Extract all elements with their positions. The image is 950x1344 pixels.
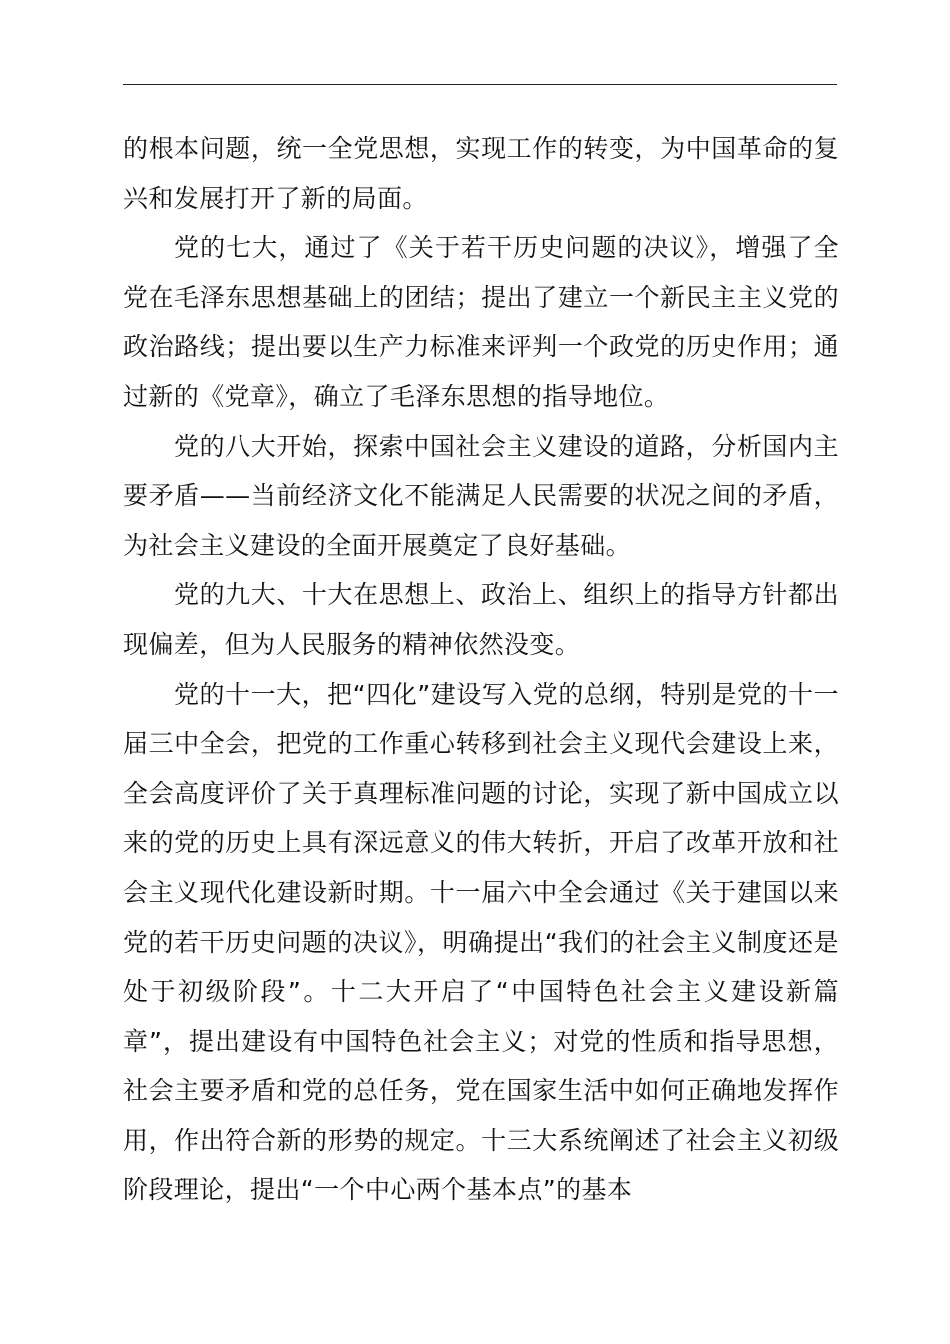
- document-body: [123, 124, 839, 1215]
- paragraph-2: 党的七大，通过了《关于若干历史问题的决议》，增强了全党在毛泽东思想基础上的团结；提出了建立一个新民主主义党的政治路线；提出要以生产力标准来评判一个政党的历史作用；通过新的《党章》，确立了毛泽东思想的指导地位。: [123, 233, 839, 411]
- paragraph-5: 党的十一大，把“四化”建设写入党的总纲，特别是党的十一届三中全会，把党的工作重心转移到社会主义现代会建设上来，全会高度评价了关于真理标准问题的讨论，实现了新中国成立以来的党的历史上具有深远意义的伟大转折，开启了改革开放和社会主义现代化建设新时期。十一届六中全会通过《关于建国以来党的若干历史问题的决议》，明确提出“我们的社会主义制度还是处于初级阶段”。十二大开启了“中国特色社会主义建设新篇章”，提出建设有中国特色社会主义；对党的性质和指导思想，社会主要矛盾和党的总任务，党在国家生活中如何正确地发挥作用，作出符合新的形势的规定。十三大系统阐述了社会主义初级阶段理论，提出“一个中心两个基本点”的基本: [123, 679, 839, 1205]
- paragraph-3: 党的八大开始，探索中国社会主义建设的道路，分析国内主要矛盾——当前经济文化不能满足人民需要的状况之间的矛盾，为社会主义建设的全面开展奠定了良好基础。: [123, 431, 839, 560]
- header-rule: [123, 84, 837, 85]
- paragraph-1: 的根本问题，统一全党思想，实现工作的转变，为中国革命的复兴和发展打开了新的局面。: [123, 134, 839, 213]
- paragraph-4: 党的九大、十大在思想上、政治上、组织上的指导方针都出现偏差，但为人民服务的精神依然没变。: [123, 580, 839, 659]
